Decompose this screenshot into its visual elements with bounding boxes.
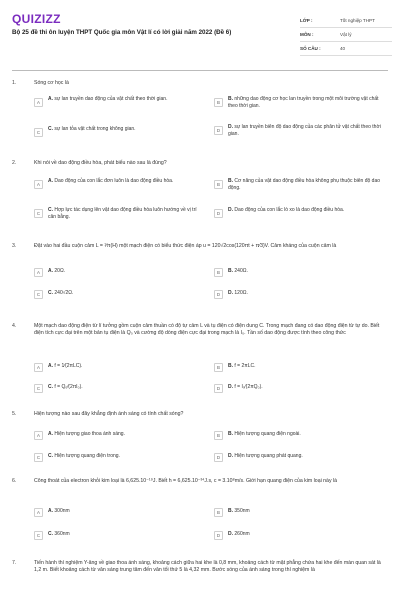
option-text: 240√2Ω. (54, 290, 74, 296)
document-title: Bộ 25 đề thi ôn luyện THPT Quốc gia môn Vật lí có lời giải năm 2022 (Đề 6) (12, 29, 232, 36)
option-a[interactable] (34, 96, 204, 110)
option-text: sự lan truyền dao động của vật chất theo thời gian. (54, 96, 168, 102)
option-d-box[interactable]: D (214, 290, 223, 299)
meta-row-subject (300, 28, 392, 42)
option-text: 120Ω. (234, 290, 248, 296)
option-letter: B. (228, 431, 233, 437)
question-text: Khi nói về dao động điều hòa, phát biểu nào sau là đúng? (34, 160, 167, 166)
option-d-box[interactable]: D (214, 209, 223, 218)
option-text: Hiện tượng quang phát quang. (234, 453, 303, 459)
option-b[interactable] (214, 429, 384, 443)
option-letter: C. (48, 384, 53, 390)
option-a[interactable] (34, 266, 204, 280)
option-c-box[interactable]: C (34, 209, 43, 218)
option-d-box[interactable]: D (214, 126, 223, 135)
option-letter: A. (48, 96, 53, 102)
option-c-box[interactable]: C (34, 290, 43, 299)
option-letter: D. (228, 384, 233, 390)
option-b[interactable] (214, 266, 384, 280)
quizizz-logo: QUIZIZZ (12, 12, 61, 26)
option-c[interactable] (34, 207, 204, 221)
option-text: 260nm (234, 531, 250, 537)
meta-value: 40 (340, 46, 346, 51)
option-letter: B. (228, 363, 233, 369)
option-b[interactable] (214, 178, 384, 192)
option-text: 240Ω. (234, 268, 248, 274)
option-b-box[interactable]: B (214, 431, 223, 440)
option-text: Dao động của con lắc lò xo là dao động điều hòa. (234, 207, 345, 213)
option-a-box[interactable]: A (34, 180, 43, 189)
option-c-box[interactable]: C (34, 128, 43, 137)
option-a-box[interactable]: A (34, 268, 43, 277)
meta-value: Vật lý (340, 32, 352, 37)
question-text: Công thoát của electron khỏi kim loại là 6,625.10⁻¹⁹J. Biết h = 6,625.10⁻³⁴J.s, c = 3.10⁸m/s. Giới hạn quang điện của kim loại này là (34, 478, 338, 484)
option-letter: B. (228, 178, 233, 184)
question-number: 4. (12, 323, 17, 329)
option-text: f = Q₀⁄(2πI₀). (54, 384, 83, 390)
option-c-box[interactable]: C (34, 531, 43, 540)
option-b-box[interactable]: B (214, 98, 223, 107)
option-a-box[interactable]: A (34, 363, 43, 372)
option-text: 360nm (54, 531, 70, 537)
meta-value: Tốt nghiệp THPT (340, 18, 375, 23)
option-letter: A. (48, 268, 53, 274)
header-divider (12, 70, 388, 71)
option-letter: C. (48, 453, 53, 459)
option-d[interactable] (214, 288, 384, 302)
option-letter: D. (228, 453, 233, 459)
option-d[interactable] (214, 451, 384, 465)
option-c-box[interactable]: C (34, 453, 43, 462)
option-d-box[interactable]: D (214, 531, 223, 540)
option-b-box[interactable]: B (214, 363, 223, 372)
page-header (0, 0, 400, 66)
question-number: 5. (12, 411, 17, 417)
option-b-box[interactable]: B (214, 180, 223, 189)
option-letter: B. (228, 268, 233, 274)
question-number: 7. (12, 560, 17, 566)
option-letter: A. (48, 363, 53, 369)
option-letter: D. (228, 531, 233, 537)
question-number: 1. (12, 80, 17, 86)
question-number: 3. (12, 243, 17, 249)
question-number: 6. (12, 478, 17, 484)
question-text: Hiện tượng nào sau đây khẳng định ánh sáng có tính chất sóng? (34, 411, 184, 417)
option-a-box[interactable]: A (34, 508, 43, 517)
question-text: Đặt vào hai đầu cuộn cảm L = ¹⁄π(H) một mạch điện có biểu thức điện áp u = 120√2cos(120πt + π⁄3)V. Cảm kháng của cuộn cảm là (34, 243, 337, 249)
option-b[interactable] (214, 96, 384, 110)
meta-label: SỐ CÂU : (300, 46, 321, 51)
option-letter: B. (228, 508, 233, 514)
option-c[interactable] (34, 451, 204, 465)
option-d[interactable] (214, 529, 384, 543)
option-letter: D. (228, 290, 233, 296)
option-letter: A. (48, 508, 53, 514)
option-c[interactable] (34, 382, 204, 396)
question-text: Sóng cơ học là (34, 80, 69, 86)
question-text: Một mạch dao động điện từ lí tưởng gồm cuộn cảm thuần có độ tự cảm L và tụ điện có điện dung C. Trong mạch đang có dao động điện từ tự do. Biết điện tích cực đại trên một bản tụ điện là Q₀ và cường độ dòng điện cực đại trong mạch là I₀. Tần số dao động được tính theo công thức (34, 323, 380, 336)
option-d-box[interactable]: D (214, 384, 223, 393)
option-text: Hiện tượng quang điện ngoài. (234, 431, 301, 437)
option-letter: C. (48, 207, 53, 213)
meta-label: MÔN : (300, 32, 314, 37)
option-b[interactable] (214, 361, 384, 375)
option-c[interactable] (34, 126, 204, 140)
option-text: 20Ω. (54, 268, 66, 274)
option-text: f = I₀⁄(2πQ₀). (234, 384, 263, 390)
option-text: sự lan tỏa vật chất trong không gian. (54, 126, 136, 132)
option-c-box[interactable]: C (34, 384, 43, 393)
option-letter: A. (48, 178, 53, 184)
meta-row-class (300, 14, 392, 28)
option-d[interactable] (214, 207, 384, 221)
option-d-box[interactable]: D (214, 453, 223, 462)
option-letter: C. (48, 290, 53, 296)
document-meta (300, 14, 392, 56)
option-text: Hợp lực tác dụng lên vật dao động điều hòa luôn hướng về vị trí cân bằng. (48, 207, 197, 220)
option-a-box[interactable]: A (34, 431, 43, 440)
option-text: Dao động của con lắc đơn luôn là dao động điều hòa. (54, 178, 174, 184)
option-d[interactable] (214, 382, 384, 396)
option-text: 300nm (54, 508, 70, 514)
option-text: f = 1⁄(2πLC). (54, 363, 83, 369)
option-letter: D. (228, 207, 233, 213)
option-a[interactable] (34, 178, 204, 192)
meta-label: LỚP : (300, 18, 313, 23)
option-letter: A. (48, 431, 53, 437)
meta-row-count (300, 42, 392, 56)
option-text: Hiện tượng quang điện trong. (54, 453, 120, 459)
option-c[interactable] (34, 529, 204, 543)
question-number: 2. (12, 160, 17, 166)
option-letter: C. (48, 531, 53, 537)
option-c[interactable] (34, 288, 204, 302)
option-letter: C. (48, 126, 53, 132)
option-a[interactable] (34, 429, 204, 443)
option-d[interactable] (214, 124, 384, 138)
option-a[interactable] (34, 506, 204, 520)
option-text: sự lan truyền biên độ dao động của các phân tử vật chất theo thời gian. (228, 124, 381, 137)
option-letter: B. (228, 96, 233, 102)
option-a[interactable] (34, 361, 204, 375)
option-text: Hiện tượng giao thoa ánh sáng. (54, 431, 125, 437)
option-b-box[interactable]: B (214, 508, 223, 517)
option-text: những dao động cơ học lan truyền trong một môi trường vật chất theo thời gian. (228, 96, 379, 109)
option-letter: D. (228, 124, 233, 130)
option-a-box[interactable]: A (34, 98, 43, 107)
option-text: Cơ năng của vật dao động điều hòa không phụ thuộc biên độ dao động. (228, 178, 381, 191)
option-text: f = 2πLC. (234, 363, 256, 369)
question-text: Tiến hành thí nghiệm Y-âng về giao thoa ánh sáng, khoảng cách giữa hai khe là 0,8 mm, khoảng cách từ mặt phẳng chứa hai khe đến màn quan sát là 1,2 m. Biết khoảng cách từ vân sáng trung tâm đến vân tối thứ 5 là 4,32 mm. Bước sóng của ánh sáng trong thí nghiệm là (34, 560, 381, 573)
option-b[interactable] (214, 506, 384, 520)
option-text: 350nm (234, 508, 250, 514)
option-b-box[interactable]: B (214, 268, 223, 277)
